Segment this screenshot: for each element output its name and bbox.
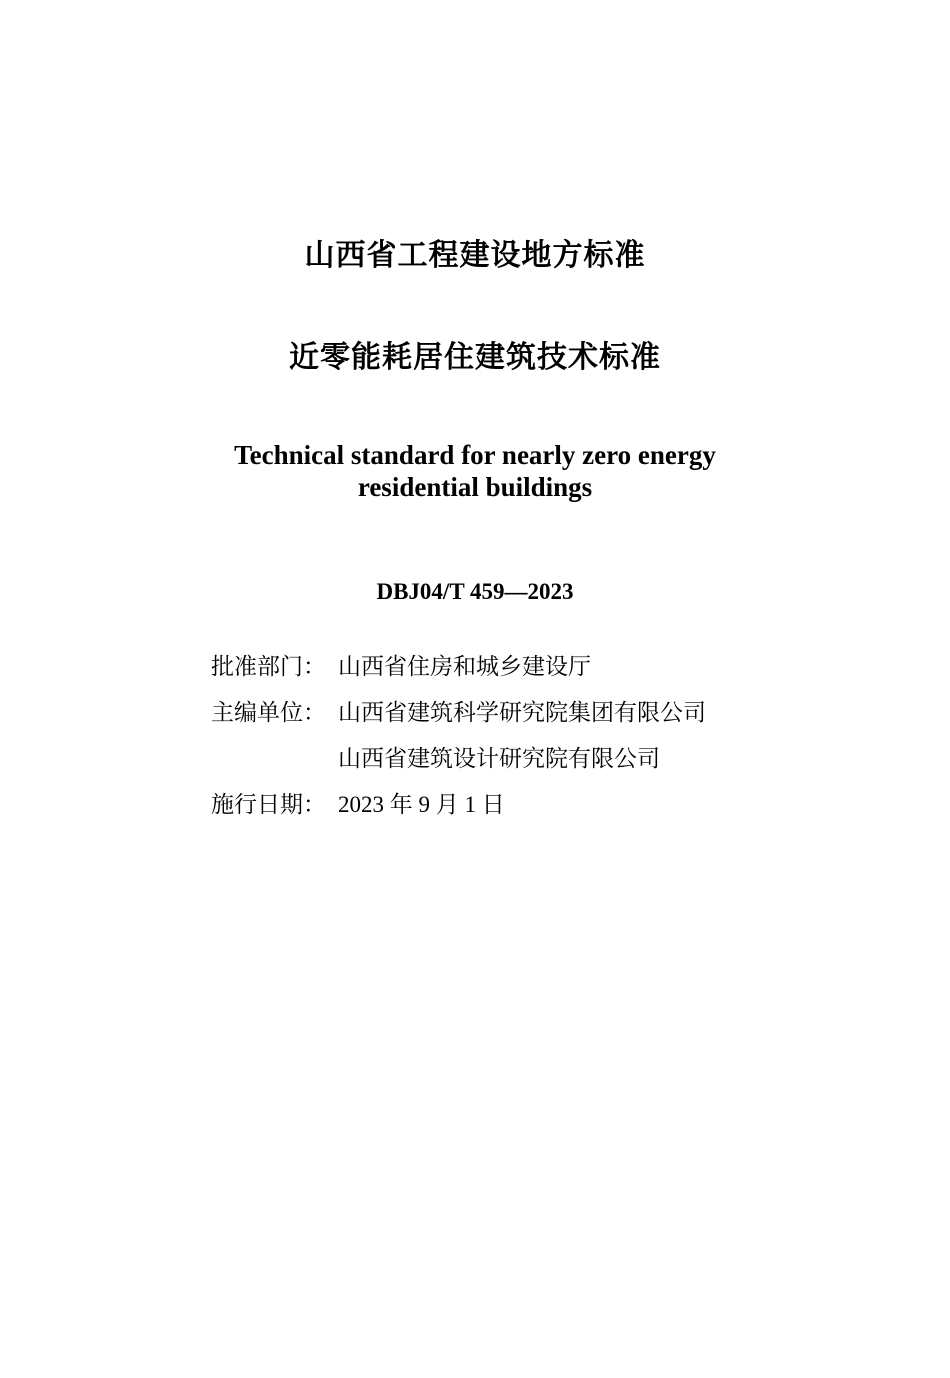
effective-date-row [211,790,505,820]
chief-editor-row-2 [211,744,660,774]
standard-code: DBJ04/T 459—2023 [376,579,574,604]
approval-department-row [211,652,591,682]
chief-editor-row [211,698,706,728]
approval-department-value: 山西省住房和城乡建设厅 [338,654,591,680]
chief-editor-value-1: 山西省建筑科学研究院集团有限公司 [338,700,706,726]
series-title: 山西省工程建设地方标准 [304,238,646,273]
effective-date-value: 2023 年 9 月 1 日 [338,792,505,817]
chief-editor-value-2: 山西省建筑设计研究院有限公司 [338,746,660,772]
english-title [0,439,950,503]
approval-department-label: 批准部门： [211,654,326,680]
chief-editor-label: 主编单位： [211,700,326,726]
effective-date-label: 施行日期： [211,792,326,818]
english-title-line-1: Technical standard for nearly zero energy [234,440,716,470]
document-title: 近零能耗居住建筑技术标准 [289,340,661,375]
english-title-line-2: residential buildings [357,472,593,502]
